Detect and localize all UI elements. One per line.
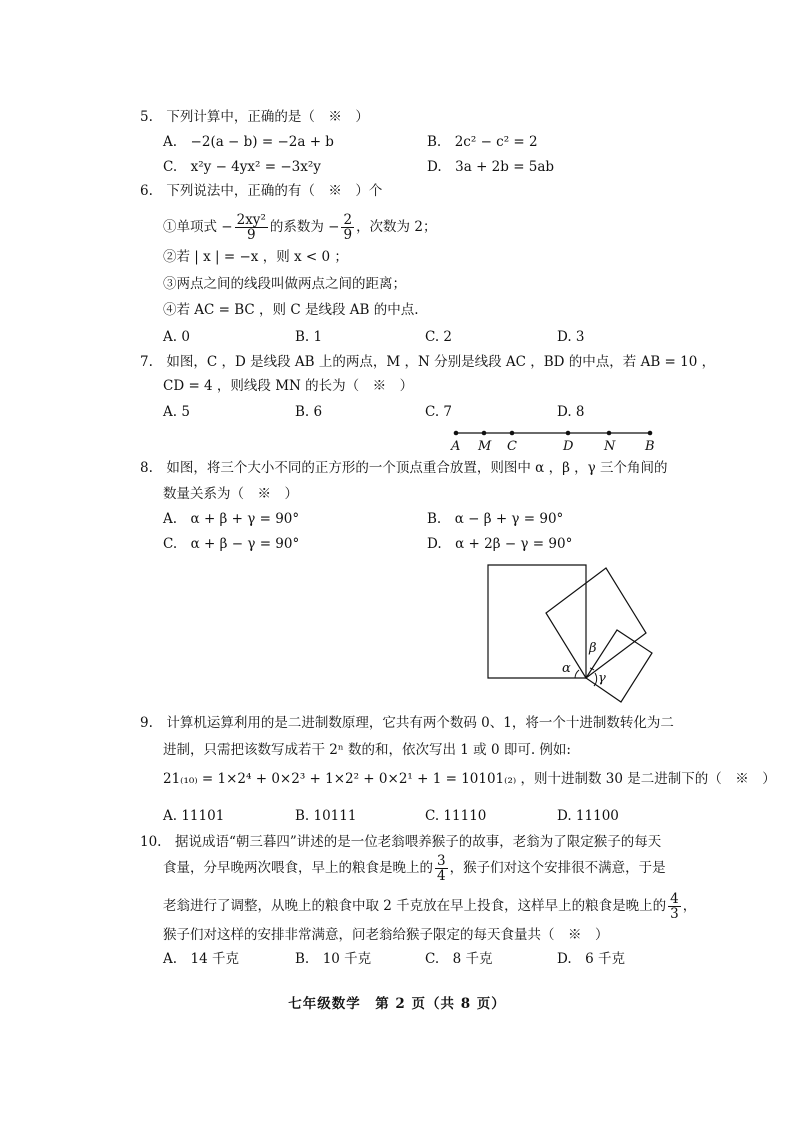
q5-stem: 5. 下列计算中，正确的是（ ※ ） <box>140 109 369 125</box>
q6-stem: 6. 下列说法中，正确的有（ ※ ）个 <box>140 183 383 199</box>
q7-stem-line1: 7. 如图，C ，D 是线段 AB 上的两点，M ，N 分别是线段 AC ，BD 的中点，若 AB = 10 ， <box>140 354 716 370</box>
q10-option-d: D. 6 千克 <box>557 951 626 967</box>
q8-option-b: B. α − β + γ = 90° <box>427 511 564 527</box>
q7-label-b: B <box>645 439 655 454</box>
q10-stem-line2: 食量，分早晚两次喂食，早上的粮食是晚上的 $\frac{3}{4}$ ，猴子们对这个安排很不满意，于是 <box>163 853 666 884</box>
q6-statement-4: ④若 AC = BC ，则 C 是线段 AB 的中点. <box>163 302 419 318</box>
q5-option-b: B. 2c² − c² = 2 <box>427 134 538 150</box>
q6-fraction-1: $\frac{\text{2xy²}}{9}$ <box>236 212 266 243</box>
q9-option-b: B. 10111 <box>295 808 357 824</box>
q6-option-d: D. 3 <box>557 329 585 345</box>
q10-stem-line3: 老翁进行了调整，从晚上的粮食中取 2 千克放在早上投食，这样早上的粮食是晚上的 $\frac{4}{3}$ ， <box>163 891 697 922</box>
q8-stem-line1: 8. 如图，将三个大小不同的正方形的一个顶点重合放置，则图中 α ，β ，γ 三个角间的 <box>140 460 668 476</box>
q7-option-a: A. 5 <box>163 404 190 420</box>
q7-option-c: C. 7 <box>425 404 453 420</box>
q7-stem-line2: CD = 4 ，则线段 MN 的长为（ ※ ） <box>163 378 414 394</box>
q9-stem-line3: 21₍₁₀₎ = 1×2⁴ + 0×2³ + 1×2² + 0×2¹ + 1 = 10101₍₂₎ ，则十进制数 30 是二进制下的（ ※ ） <box>163 771 776 787</box>
q10-stem-line4: 猴子们对这样的安排非常满意，问老翁给猴子限定的每天食量共（ ※ ） <box>163 927 609 943</box>
q8-label-alpha: α <box>562 661 571 676</box>
q10-stem-line1: 10. 据说成语“朝三暮四”讲述的是一位老翁喂养猴子的故事，老翁为了限定猴子的每天 <box>140 834 662 850</box>
q8-option-c: C. α + β − γ = 90° <box>163 536 300 552</box>
q8-angle-alpha-arc <box>575 670 579 678</box>
q7-label-c: C <box>507 439 517 454</box>
q9-stem-line2: 进制，只需把该数写成若干 2ⁿ 数的和，依次写出 1 或 0 即可. 例如: <box>163 742 571 758</box>
q7-label-n: N <box>604 439 616 454</box>
q6-option-c: C. 2 <box>425 329 453 345</box>
q10-fraction-4-3: $\frac{4}{3}$ <box>670 891 679 922</box>
q8-label-beta: β <box>589 641 597 656</box>
q8-large-square <box>488 565 586 678</box>
q6-statement-1: ①单项式 − $\frac{\text{2xy²}}{9}$ 的系数为 − $\frac{2}{9}$ ，次数为 2； <box>163 212 437 243</box>
q7-point-d <box>566 431 571 436</box>
q9-option-d: D. 11100 <box>557 808 619 824</box>
q7-point-m <box>482 431 487 436</box>
q5-option-c: C. x²y − 4yx² = −3x²y <box>163 159 321 175</box>
q9-option-a: A. 11101 <box>163 808 225 824</box>
q8-stem-line2: 数量关系为（ ※ ） <box>163 486 298 502</box>
q6-option-b: B. 1 <box>295 329 323 345</box>
q8-label-gamma: γ <box>598 671 606 686</box>
q7-point-n <box>607 431 612 436</box>
q7-option-b: B. 6 <box>295 404 323 420</box>
q6-fraction-2: $\frac{2}{9}$ <box>343 212 353 243</box>
q10-option-c: C. 8 千克 <box>425 951 493 967</box>
q9-stem-line1: 9. 计算机运算利用的是二进制数原理，它共有两个数码 0、1，将一个十进制数转化为二 <box>140 715 674 731</box>
q9-option-c: C. 11110 <box>425 808 487 824</box>
q7-label-a: A <box>451 439 461 454</box>
q7-point-a <box>454 431 459 436</box>
q10-option-a: A. 14 千克 <box>163 951 240 967</box>
q6-statement-3: ③两点之间的线段叫做两点之间的距离； <box>163 276 406 292</box>
q5-option-d: D. 3a + 2b = 5ab <box>427 159 555 175</box>
q8-option-a: A. α + β + γ = 90° <box>163 511 300 527</box>
q7-point-b <box>648 431 653 436</box>
page-footer: 七年级数学 第 2 页（共 8 页） <box>288 996 506 1012</box>
q6-option-a: A. 0 <box>163 329 190 345</box>
q7-point-c <box>510 431 515 436</box>
q6-statement-2: ②若 | x | = −x ，则 x < 0 ； <box>163 249 348 265</box>
q10-fraction-3-4: $\frac{3}{4}$ <box>437 853 446 884</box>
q5-option-a: A. −2(a − b) = −2a + b <box>163 134 334 150</box>
q7-option-d: D. 8 <box>557 404 585 420</box>
q8-option-d: D. α + 2β − γ = 90° <box>427 536 573 552</box>
q10-option-b: B. 10 千克 <box>295 951 372 967</box>
q7-label-m: M <box>478 439 492 454</box>
q7-label-d: D <box>563 439 574 454</box>
